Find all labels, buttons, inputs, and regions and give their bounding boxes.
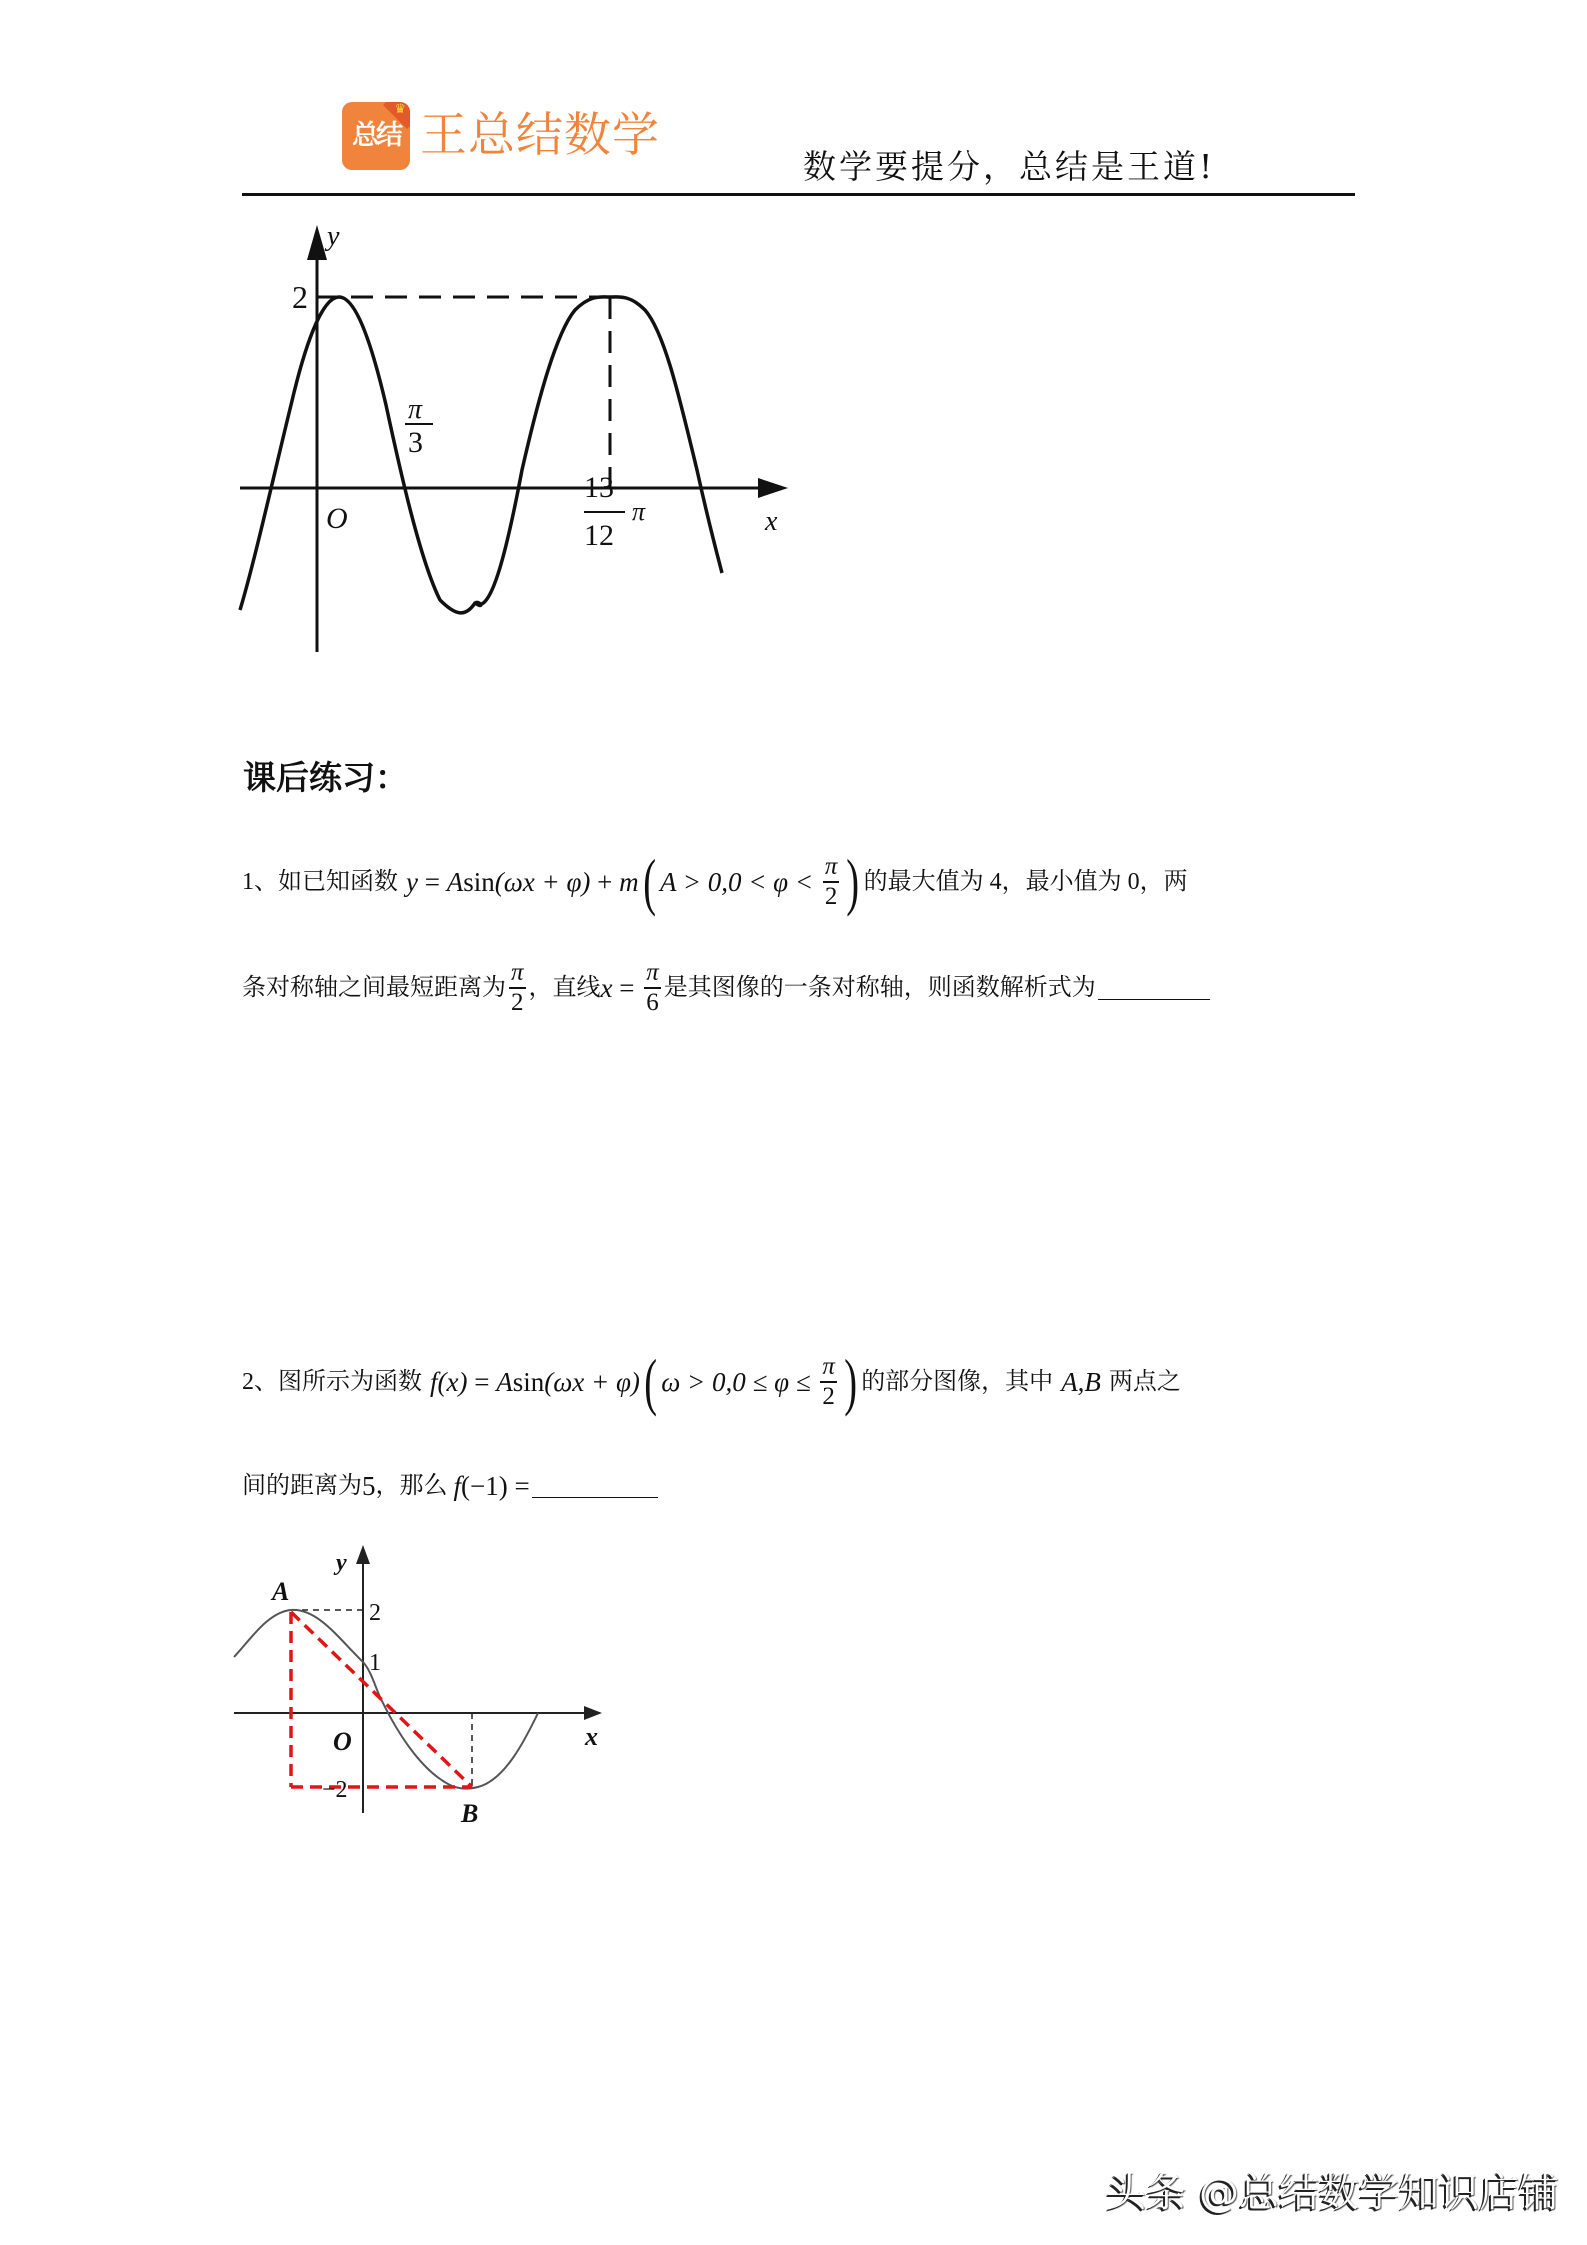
q1-formula-arg: (ωx + φ) [494,867,591,897]
q1-line2-eq: = [612,973,642,1003]
q2-formula-sin: sin [512,1367,545,1397]
fig1-y-label: y [327,221,340,252]
q2-formula-arg: (ωx + φ) [544,1367,640,1397]
q1-formula-sin: sin [463,867,495,897]
q2-left-paren: ( [644,1346,657,1417]
q1-formula-lhs: y [406,867,418,897]
fig1-peak-label-pi: π [632,497,646,526]
fig2-tick-2: 2 [369,1600,381,1626]
header-slogan: 数学要提分，总结是王道! [803,147,1216,186]
fig1-zero-label-den: 3 [408,426,423,459]
q2-intro: 图所示为函数 [278,1369,422,1395]
fraction-numerator: π [824,853,838,881]
q2-line2-text2: ，那么 [375,1473,448,1499]
fig1-origin-label: O [326,502,348,535]
q1-text-after: 的最大值为 4，最小值为 0，两 [863,869,1188,895]
q2-line2-text1: 间的距离为 [242,1473,362,1499]
fig1-peak-label-num: 13 [584,471,614,504]
logo-badge-text: 总结 [352,120,400,151]
section-title: 课后练习： [243,758,408,797]
q1-line2-text2: ，直线 [528,975,601,1001]
q1-formula-plus: + [590,867,620,897]
fraction-denominator: 2 [824,882,838,910]
fig2-x-label: x [585,1722,598,1751]
footer-watermark: 头条 @总结数学知识店铺 [1106,2170,1559,2216]
fig2-y-axis-arrow [356,1545,370,1564]
q1-condition: A > 0,0 < φ < [659,867,820,897]
q2-condition: ω > 0,0 ≤ φ ≤ [661,1367,818,1397]
q2-formula-a: A [496,1367,513,1397]
q2-line2-arg: (−1) [461,1471,508,1501]
logo-name: 王总结数学 [420,108,660,163]
fig1-peak-label-den: 12 [584,519,614,552]
q1-line2-x: x [600,973,613,1003]
q1-line2-text1: 条对称轴之间最短距离为 [242,975,506,1001]
q2-points: A,B [1061,1367,1101,1397]
fig2-sine-curve [234,1610,538,1789]
fig1-x-label: x [765,506,778,537]
fraction-denominator: 2 [511,988,524,1016]
fig2-tick-1: 1 [369,1650,381,1676]
q1-line2-text3: 是其图像的一条对称轴，则函数解析式为 [663,975,1096,1001]
fraction-numerator: π [646,959,659,987]
fig2-origin-label: O [333,1727,352,1756]
fraction-numerator: π [822,1353,835,1381]
fraction-denominator: 6 [646,988,659,1016]
q2-line2-f: f [453,1471,462,1501]
q1-formula-eq: = [417,867,447,897]
q1-number: 1、 [242,869,278,895]
q1-formula-a: A [446,867,464,897]
fraction-numerator: π [511,959,524,987]
q2-number: 2、 [242,1369,278,1395]
fig2-tick-neg2: −2 [322,1777,348,1803]
crown-icon: ♛ [394,102,406,117]
q2-formula-fx: (x) [437,1367,468,1397]
q2-right-paren: ) [844,1346,857,1417]
fraction-denominator: 2 [822,1382,835,1410]
q1-right-paren: ) [846,846,860,917]
q2-text-after2: 两点之 [1108,1369,1181,1395]
fig1-y-tick-2: 2 [292,279,308,315]
fig2-point-b-label: B [461,1799,479,1828]
q2-formula-eq: = [467,1367,497,1397]
q1-left-paren: ( [642,846,656,917]
q1-intro: 如已知函数 [278,869,398,895]
fig2-y-label: y [336,1550,347,1576]
fig2-x-axis-arrow [584,1706,602,1720]
fig2-red-triangle [291,1612,472,1787]
fig2-point-a-label: A [272,1577,290,1606]
q1-formula-m: m [619,867,639,897]
q2-text-after1: 的部分图像，其中 [861,1369,1054,1395]
q2-line2-number: 5 [362,1471,376,1501]
q2-formula-f: f [430,1367,438,1397]
q2-line2-eq: = [507,1471,530,1501]
fig1-zero-label-num: π [408,394,423,425]
